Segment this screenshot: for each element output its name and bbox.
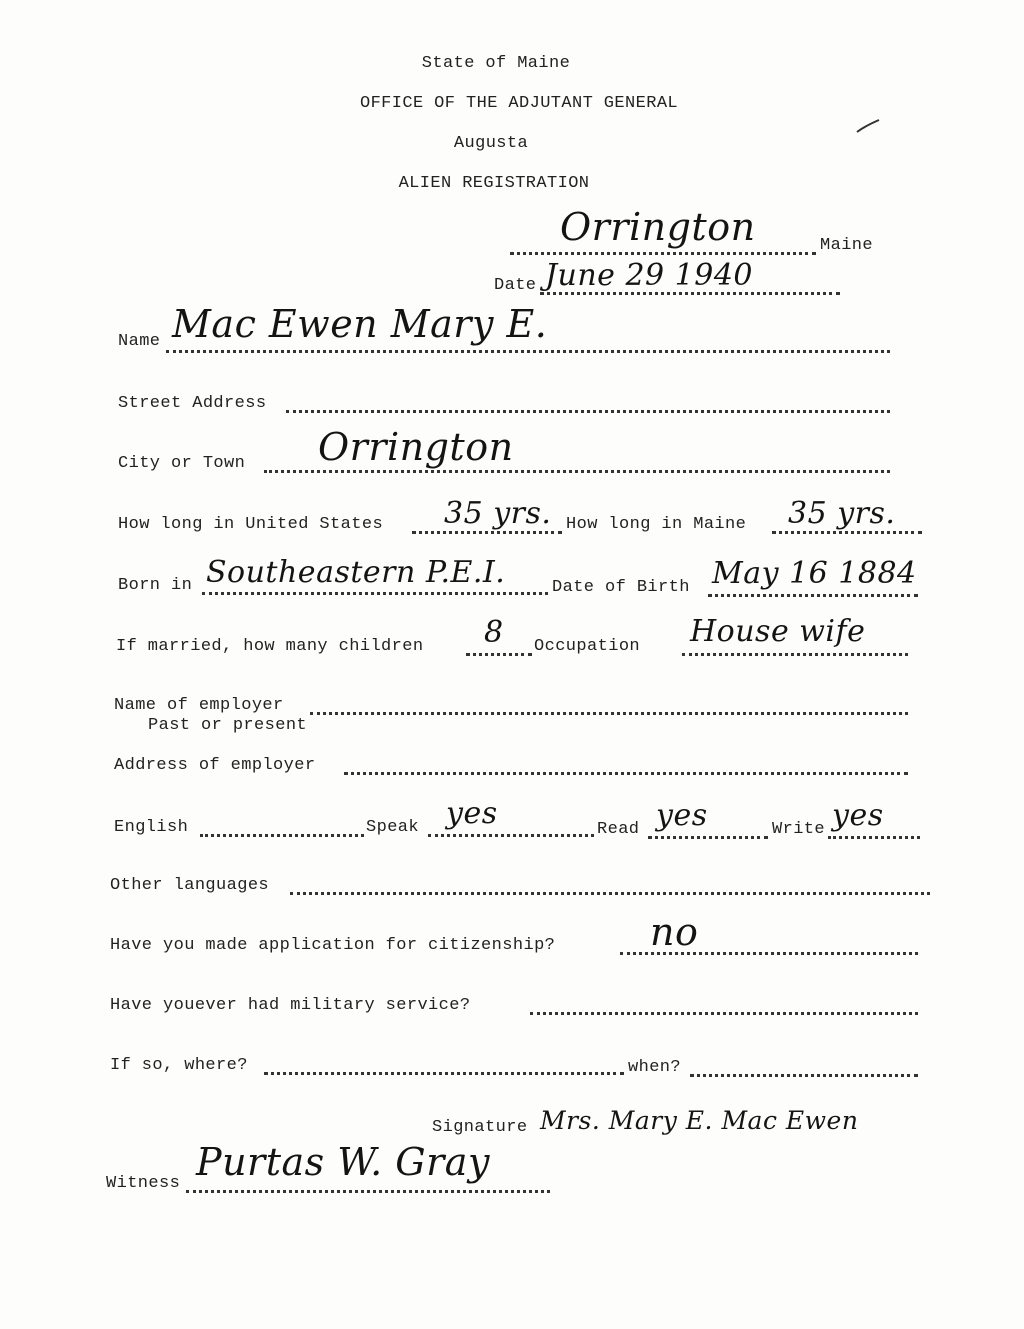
military-line — [530, 1012, 918, 1015]
english-line — [200, 834, 364, 837]
us-duration-line — [412, 531, 562, 534]
us-duration-label: How long in United States — [118, 515, 384, 534]
name-line — [166, 350, 890, 353]
where-line — [264, 1072, 624, 1075]
other-languages-label: Other languages — [110, 876, 270, 895]
witness-label: Witness — [106, 1174, 181, 1193]
occupation-line — [682, 653, 908, 656]
header-state: State of Maine — [421, 54, 571, 73]
read-value: yes — [656, 798, 708, 833]
witness-value: Purtas W. Gray — [196, 1140, 490, 1184]
occupation-label: Occupation — [534, 637, 641, 656]
occupation-value: House wife — [690, 614, 866, 649]
born-in-label: Born in — [118, 576, 193, 595]
signature-label: Signature — [432, 1118, 528, 1137]
speak-label: Speak — [366, 818, 420, 837]
form-title: ALIEN REGISTRATION — [398, 174, 590, 193]
employer-name-label: Name of employer — [114, 696, 284, 715]
check-mark-icon — [855, 118, 881, 134]
when-line — [690, 1074, 918, 1077]
citizenship-label: Have you made application for citizenship? — [110, 936, 556, 955]
name-value: Mac Ewen Mary E. — [172, 302, 548, 346]
city-value: Orrington — [318, 425, 514, 469]
maine-duration-value: 35 yrs. — [788, 496, 896, 531]
employer-address-line — [344, 772, 908, 775]
speak-value: yes — [446, 796, 498, 831]
birth-date-line — [708, 594, 918, 597]
born-in-line — [202, 592, 548, 595]
employer-name-line — [310, 712, 908, 715]
date-label: Date — [494, 276, 537, 295]
birth-date-value: May 16 1884 — [712, 556, 917, 591]
place-suffix: Maine — [820, 236, 874, 255]
read-label: Read — [597, 820, 640, 839]
write-label: Write — [772, 820, 826, 839]
citizenship-value: no — [650, 910, 699, 954]
street-line — [286, 410, 890, 413]
header-city: Augusta — [453, 134, 529, 153]
speak-line — [428, 834, 594, 837]
city-line — [264, 470, 890, 473]
employer-address-label: Address of employer — [114, 756, 316, 775]
born-in-value: Southeastern P.E.I. — [206, 555, 506, 590]
place-handwritten: Orrington — [560, 205, 756, 249]
witness-line — [186, 1190, 550, 1193]
where-label: If so, where? — [110, 1056, 248, 1075]
write-value: yes — [832, 798, 884, 833]
street-label: Street Address — [118, 394, 267, 413]
employer-name-sublabel: Past or present — [148, 716, 308, 735]
maine-duration-line — [772, 531, 922, 534]
place-line — [510, 252, 816, 255]
header-office: OFFICE OF THE ADJUTANT GENERAL — [359, 94, 679, 113]
maine-duration-label: How long in Maine — [566, 515, 747, 534]
date-handwritten: June 29 1940 — [545, 258, 754, 293]
city-label: City or Town — [118, 454, 246, 473]
english-label: English — [114, 818, 189, 837]
name-label: Name — [118, 332, 161, 351]
children-value: 8 — [484, 615, 504, 650]
other-languages-line — [290, 892, 930, 895]
when-label: when? — [628, 1058, 682, 1077]
read-line — [648, 836, 768, 839]
signature-value: Mrs. Mary E. Mac Ewen — [540, 1106, 859, 1135]
write-line — [828, 836, 920, 839]
birth-date-label: Date of Birth — [552, 578, 690, 597]
children-line — [466, 653, 532, 656]
us-duration-value: 35 yrs. — [444, 496, 552, 531]
children-label: If married, how many children — [116, 637, 424, 656]
military-label: Have youever had military service? — [110, 996, 471, 1015]
